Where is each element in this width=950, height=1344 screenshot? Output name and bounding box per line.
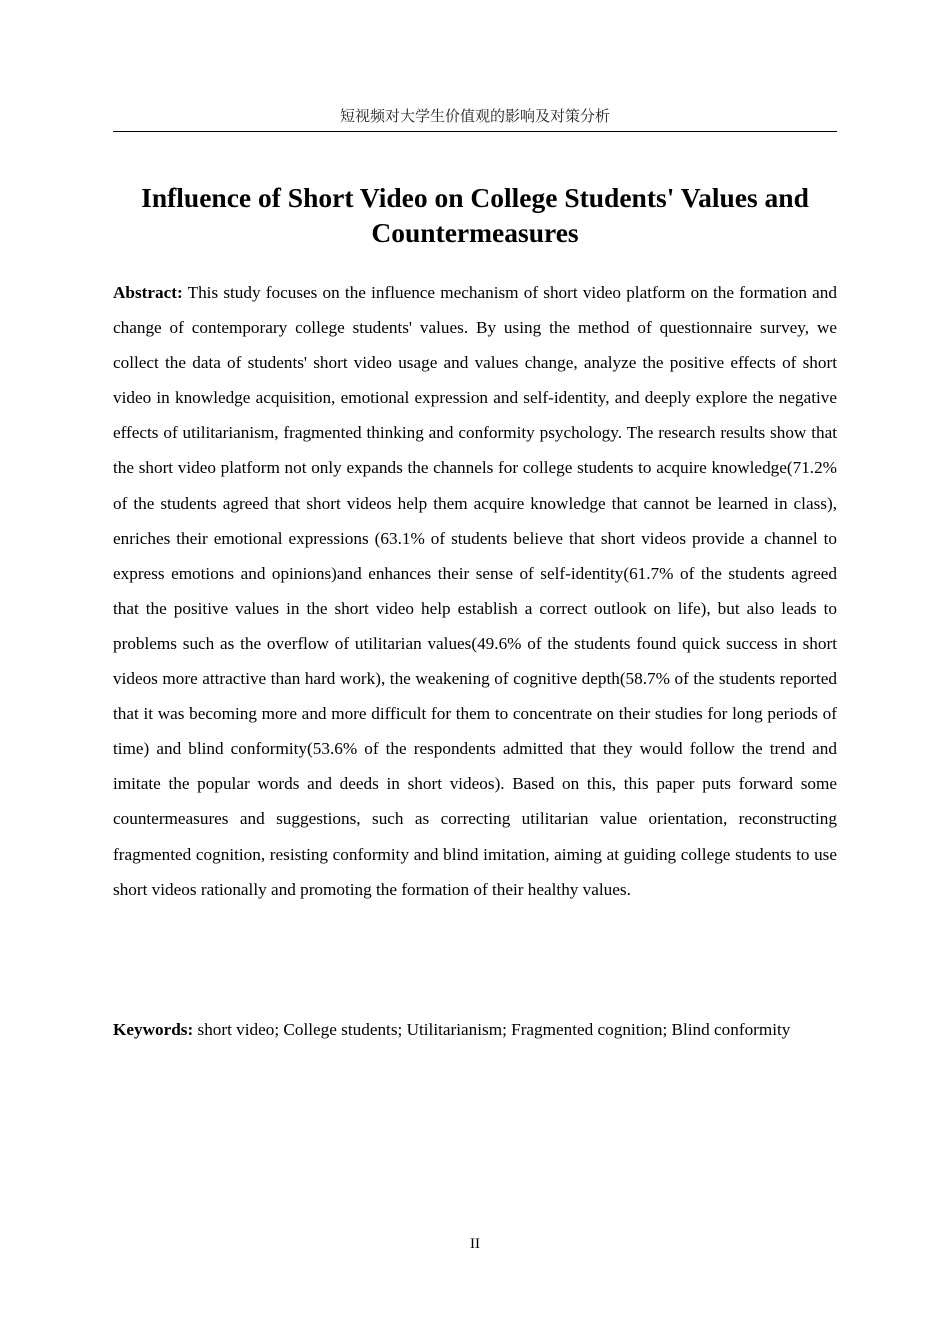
keywords-paragraph	[113, 1012, 837, 1047]
keywords-label: Keywords:	[113, 1020, 194, 1039]
paper-title: Influence of Short Video on College Students' Values and Countermeasures	[141, 182, 809, 248]
running-header: 短视频对大学生价值观的影响及对策分析	[113, 104, 837, 132]
keywords-text: short video; College students; Utilitarianism; Fragmented cognition; Blind conformity	[197, 1020, 791, 1039]
abstract-text: This study focuses on the influence mechanism of short video platform on the formation and change of contemporary college students' values. By using the method of questionnaire survey, we collect the data of students' short video usage and values change, analyze the positive effects of short video in knowledge acquisition, emotional expression and self-identity, and deeply explore the negative effects of utilitarianism, fragmented thinking and conformity psychology. The research results show that the short video platform not only expands the channels for college students to acquire knowledge(71.2% of the students agreed that short videos help them acquire knowledge that cannot be learned in class), enriches their emotional expressions (63.1% of students believe that short videos provide a channel to express emotions and opinions)and enhances their sense of self-identity(61.7% of the students agreed that the positive values in the short video help establish a correct outlook on life), but also leads to problems such as the overflow of utilitarian values(49.6% of the students found quick success in short videos more attractive than hard work), the weakening of cognitive depth(58.7% of the students reported that it was becoming more and more difficult for them to concentrate on their studies for long periods of time) and blind conformity(53.6% of the respondents admitted that they would follow the trend and imitate the popular words and deeds in short videos). Based on this, this paper puts forward some countermeasures and suggestions, such as correcting utilitarian value orientation, reconstructing fragmented cognition, resisting conformity and blind imitation, aiming at guiding college students to use short videos rationally and promoting the formation of their healthy values.	[113, 283, 837, 899]
abstract-label: Abstract:	[113, 283, 183, 302]
page-number: II	[470, 1236, 480, 1252]
abstract-paragraph	[113, 275, 837, 907]
